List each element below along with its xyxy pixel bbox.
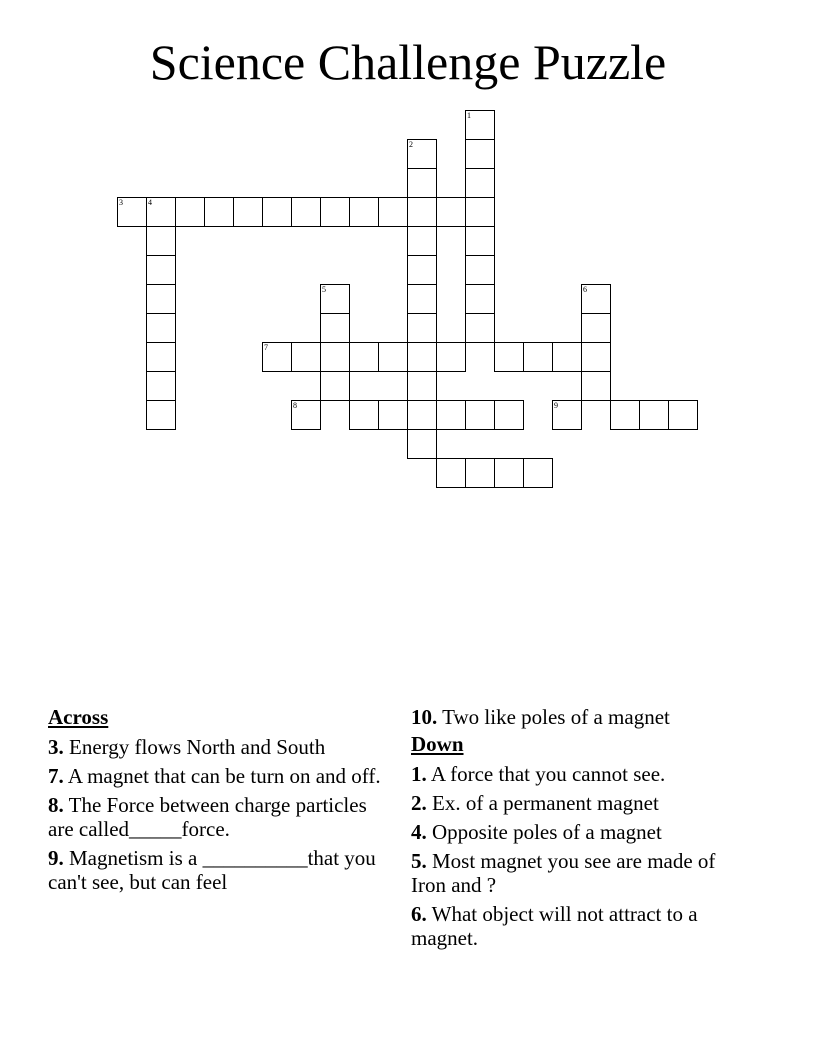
grid-cell[interactable] [523, 342, 553, 372]
grid-cell[interactable] [581, 342, 611, 372]
grid-cell[interactable] [146, 255, 176, 285]
grid-cell[interactable] [465, 284, 495, 314]
grid-cell[interactable] [407, 284, 437, 314]
grid-cell[interactable] [465, 400, 495, 430]
grid-cell[interactable] [436, 400, 466, 430]
grid-cell[interactable] [436, 342, 466, 372]
clue-number-label: 4 [148, 198, 152, 207]
grid-cell[interactable] [291, 197, 321, 227]
grid-cell[interactable] [146, 197, 176, 227]
clue-number-label: 6 [583, 285, 587, 294]
grid-cell[interactable] [552, 342, 582, 372]
grid-cell[interactable] [378, 400, 408, 430]
clue-text: Most magnet you see are made of Iron and ? [411, 849, 716, 897]
clue-down-4 [411, 820, 751, 844]
grid-cell[interactable] [407, 371, 437, 401]
clue-number-label: 8 [293, 401, 297, 410]
clue-number-label: 5 [322, 285, 326, 294]
grid-cell[interactable] [465, 458, 495, 488]
clue-across-10 [411, 705, 751, 729]
clue-down-6 [411, 902, 751, 950]
grid-cell[interactable] [407, 197, 437, 227]
clue-number-label: 7 [264, 343, 268, 352]
grid-cell[interactable] [349, 400, 379, 430]
grid-cell[interactable] [320, 342, 350, 372]
clue-text: A force that you cannot see. [430, 762, 666, 786]
grid-cell[interactable] [581, 284, 611, 314]
grid-cell[interactable] [233, 197, 263, 227]
grid-cell[interactable] [349, 342, 379, 372]
clue-number-label: 2 [409, 140, 413, 149]
grid-cell[interactable] [494, 342, 524, 372]
grid-cell[interactable] [465, 226, 495, 256]
clue-number-label: 9 [554, 401, 558, 410]
grid-cell[interactable] [117, 197, 147, 227]
clue-number: 6. [411, 902, 427, 926]
grid-cell[interactable] [465, 168, 495, 198]
clue-number: 9. [48, 846, 64, 870]
grid-cell[interactable] [320, 371, 350, 401]
clue-number: 10. [411, 705, 438, 729]
clue-text: Energy flows North and South [69, 735, 326, 759]
grid-cell[interactable] [262, 197, 292, 227]
grid-cell[interactable] [378, 197, 408, 227]
grid-cell[interactable] [407, 139, 437, 169]
grid-cell[interactable] [320, 197, 350, 227]
grid-cell[interactable] [146, 342, 176, 372]
clue-number-label: 1 [467, 111, 471, 120]
clue-number: 7. [48, 764, 64, 788]
grid-cell[interactable] [465, 255, 495, 285]
grid-cell[interactable] [523, 458, 553, 488]
down-heading: Down [411, 732, 464, 756]
grid-cell[interactable] [465, 313, 495, 343]
grid-cell[interactable] [262, 342, 292, 372]
grid-cell[interactable] [320, 284, 350, 314]
clue-down-1 [411, 762, 751, 786]
grid-cell[interactable] [581, 371, 611, 401]
grid-cell[interactable] [407, 168, 437, 198]
clues-right-column [411, 705, 751, 955]
grid-cell[interactable] [146, 284, 176, 314]
clue-across-7 [48, 764, 392, 788]
grid-cell[interactable] [407, 313, 437, 343]
grid-cell[interactable] [146, 313, 176, 343]
clue-across-3 [48, 735, 392, 759]
grid-cell[interactable] [175, 197, 205, 227]
clue-number: 8. [48, 793, 64, 817]
clue-text: Magnetism is a __________that you can't see, but can feel [48, 846, 376, 894]
clue-down-5 [411, 849, 751, 897]
grid-cell[interactable] [407, 429, 437, 459]
grid-cell[interactable] [465, 197, 495, 227]
grid-cell[interactable] [407, 342, 437, 372]
grid-cell[interactable] [349, 197, 379, 227]
grid-cell[interactable] [465, 110, 495, 140]
grid-cell[interactable] [320, 313, 350, 343]
grid-cell[interactable] [610, 400, 640, 430]
grid-cell[interactable] [552, 400, 582, 430]
clue-number-label: 3 [119, 198, 123, 207]
clue-number: 1. [411, 762, 427, 786]
clue-across-9 [48, 846, 392, 894]
grid-cell[interactable] [639, 400, 669, 430]
grid-cell[interactable] [378, 342, 408, 372]
grid-cell[interactable] [204, 197, 234, 227]
across-heading: Across [48, 705, 109, 729]
clue-number: 2. [411, 791, 427, 815]
clue-across-8 [48, 793, 392, 841]
clue-text: Opposite poles of a magnet [432, 820, 662, 844]
grid-cell[interactable] [494, 458, 524, 488]
grid-cell[interactable] [407, 255, 437, 285]
grid-cell[interactable] [146, 400, 176, 430]
grid-cell[interactable] [146, 371, 176, 401]
crossword-grid [0, 0, 816, 520]
grid-cell[interactable] [581, 313, 611, 343]
grid-cell[interactable] [494, 400, 524, 430]
grid-cell[interactable] [291, 400, 321, 430]
grid-cell[interactable] [465, 139, 495, 169]
clue-text: What object will not attract to a magnet. [411, 902, 698, 950]
grid-cell[interactable] [407, 400, 437, 430]
clue-number: 4. [411, 820, 427, 844]
clue-number: 3. [48, 735, 64, 759]
clue-text: The Force between charge particles are called_____force. [48, 793, 367, 841]
grid-cell[interactable] [668, 400, 698, 430]
clue-text: A magnet that can be turn on and off. [67, 764, 381, 788]
clue-down-2 [411, 791, 751, 815]
clues-left-column [48, 705, 392, 899]
grid-cell[interactable] [436, 197, 466, 227]
puzzle-title: Science Challenge Puzzle [149, 34, 667, 90]
grid-cell[interactable] [407, 226, 437, 256]
clue-number: 5. [411, 849, 427, 873]
clue-text: Two like poles of a magnet [442, 705, 670, 729]
clue-text: Ex. of a permanent magnet [432, 791, 659, 815]
grid-cell[interactable] [291, 342, 321, 372]
grid-cell[interactable] [436, 458, 466, 488]
grid-cell[interactable] [146, 226, 176, 256]
